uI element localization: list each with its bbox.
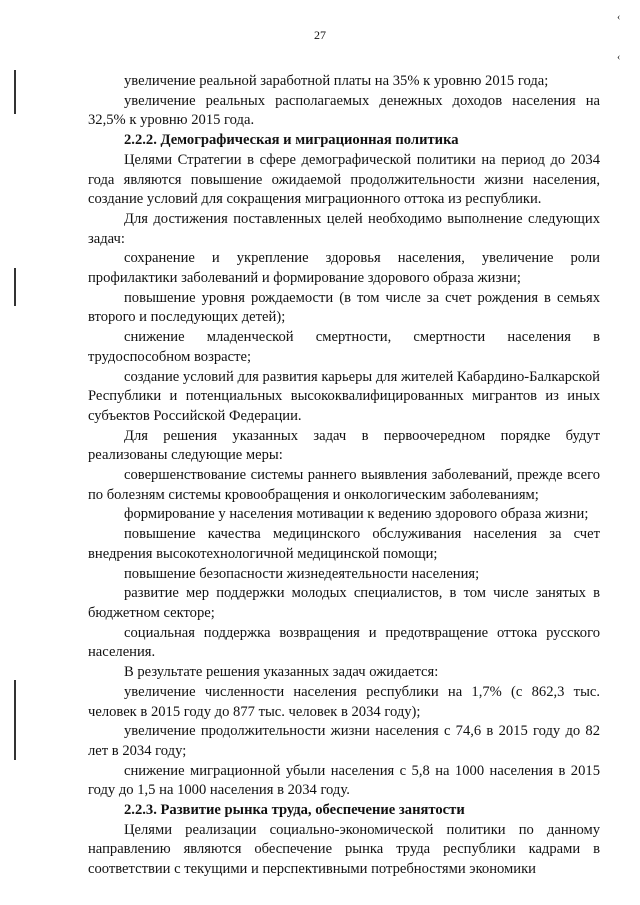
section-heading: 2.2.2. Демографическая и миграционная политика	[124, 132, 459, 149]
paragraph: сохранение и укрепление здоровья населения, увеличение роли профилактики заболеваний и формирование здорового образа жизни;	[88, 250, 600, 287]
paragraph: увеличение реальных располагаемых денежных доходов населения на 32,5% к уровню 2015 года.	[88, 92, 600, 129]
paragraph: снижение младенческой смертности, смертности населения в трудоспособном возрасте;	[88, 329, 600, 365]
paragraph: В результате решения указанных задач ожидается:	[124, 664, 439, 681]
section-heading: 2.2.3. Развитие рынка труда, обеспечение занятости	[124, 802, 465, 819]
scan-artifact-line	[14, 70, 16, 114]
page-number: 27	[314, 28, 326, 42]
paragraph: совершенствование системы раннего выявления заболеваний, прежде всего по болезням системы кровообращения и онкологическим заболеваниям;	[88, 467, 600, 503]
paragraph: увеличение численности населения республики на 1,7% (с 862,3 тыс. человек в 2015 году до 877 тыс. человек в 2034 году);	[88, 683, 600, 720]
paragraph: снижение миграционной убыли населения с 5,8 на 1000 населения в 2015 году до 1,5 на 1000 населения в 2034 году.	[88, 762, 600, 799]
paragraph: увеличение продолжительности жизни населения с 74,6 в 2015 году до 82 лет в 2034 году;	[88, 723, 600, 759]
margin-mark: ‹	[617, 52, 621, 63]
paragraph: повышение качества медицинского обслуживания населения за счет внедрения высокотехнологичной медицинской помощи;	[88, 526, 600, 562]
paragraph: увеличение реальной заработной платы на 35% к уровню 2015 года;	[124, 73, 549, 89]
scan-artifact-line	[14, 268, 16, 306]
document-body	[88, 72, 600, 880]
paragraph: Целями Стратегии в сфере демографической политики на период до 2034 года являются повышение ожидаемой продолжительности жизни населения, создание условий для сокращения миграционного оттока из республики.	[88, 151, 600, 208]
paragraph: создание условий для развития карьеры для жителей Кабардино-Балкарской Республики и потенциальных высококвалифицированных мигрантов из иных субъектов Российской Федерации.	[88, 368, 600, 424]
paragraph: социальная поддержка возвращения и предотвращение оттока русского населения.	[88, 624, 600, 661]
margin-mark: ‹	[617, 12, 621, 23]
scan-artifact-line	[14, 680, 16, 760]
paragraph: формирование у населения мотивации к ведению здорового образа жизни;	[124, 506, 589, 523]
paragraph: повышение безопасности жизнедеятельности населения;	[124, 565, 480, 582]
paragraph: повышение уровня рождаемости (в том числе за счет рождения в семьях второго и последующих детей);	[88, 289, 600, 326]
paragraph: Для решения указанных задач в первоочередном порядке будут реализованы следующие меры:	[88, 427, 600, 464]
paragraph: Целями реализации социально-экономической политики по данному направлению являются обеспечение рынка труда республики кадрами в соответствии с текущими и перспективными потребностями экономики	[88, 821, 600, 878]
paragraph: Для достижения поставленных целей необходимо выполнение следующих задач:	[88, 210, 600, 247]
paragraph: развитие мер поддержки молодых специалистов, в том числе занятых в бюджетном секторе;	[88, 585, 600, 621]
